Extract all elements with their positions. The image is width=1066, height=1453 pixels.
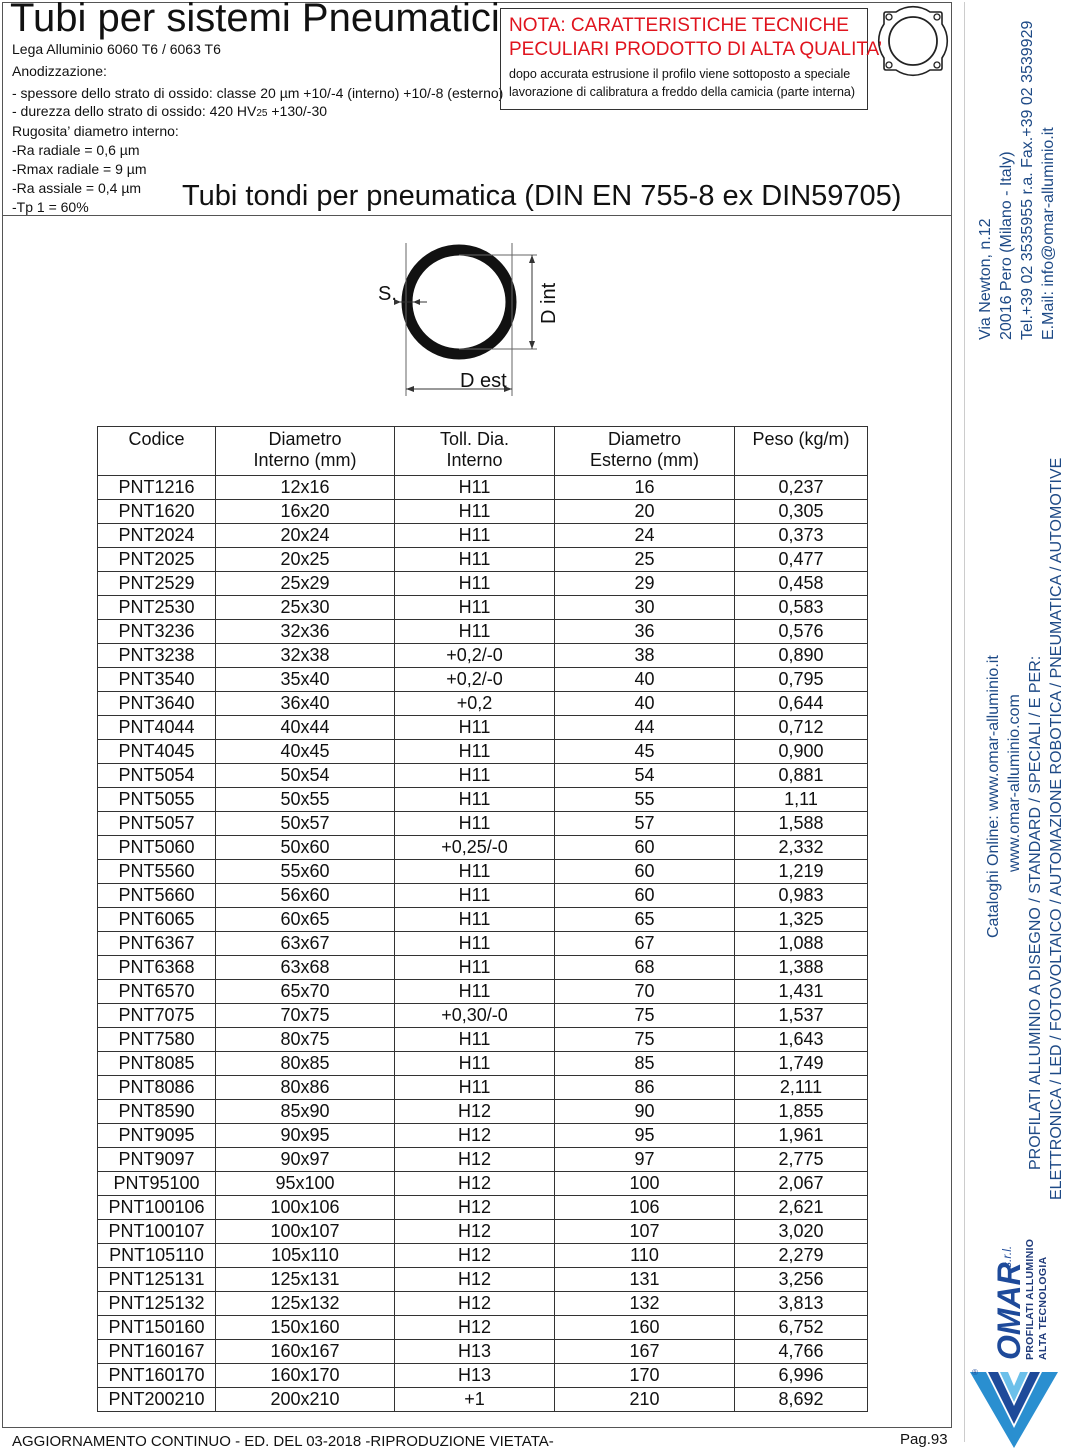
table-row — [98, 572, 868, 596]
outer-diameter-cell: 60 — [555, 884, 735, 908]
table-header-cell — [555, 427, 735, 476]
outer-diameter-cell: 100 — [555, 1172, 735, 1196]
outer-diameter-cell: 60 — [555, 860, 735, 884]
tolerance-cell: H12 — [395, 1172, 555, 1196]
code-cell: PNT6570 — [98, 980, 216, 1004]
weight-cell: 0,305 — [735, 500, 868, 524]
note-title-line2: PECULIARI PRODOTTO DI ALTA QUALITA’ — [509, 39, 883, 60]
header-line-1: Diametro — [268, 429, 342, 449]
code-cell: PNT5054 — [98, 764, 216, 788]
inner-diameter-cell: 12x16 — [216, 476, 395, 500]
weight-cell: 0,644 — [735, 692, 868, 716]
code-cell: PNT7075 — [98, 1004, 216, 1028]
address-line-email: E.Mail: info@omar-alluminio.it — [1040, 127, 1057, 340]
inner-diameter-cell: 100x107 — [216, 1220, 395, 1244]
omar-v-logo-icon — [966, 1358, 1062, 1450]
code-cell: PNT7580 — [98, 1028, 216, 1052]
weight-cell: 2,279 — [735, 1244, 868, 1268]
weight-cell: 2,332 — [735, 836, 868, 860]
table-row — [98, 476, 868, 500]
code-cell: PNT9097 — [98, 1148, 216, 1172]
code-cell: PNT5057 — [98, 812, 216, 836]
table-row — [98, 1100, 868, 1124]
weight-cell: 0,373 — [735, 524, 868, 548]
tolerance-cell: +1 — [395, 1388, 555, 1412]
inner-diameter-cell: 125x131 — [216, 1268, 395, 1292]
code-cell: PNT8085 — [98, 1052, 216, 1076]
table-row — [98, 1124, 868, 1148]
logo-tagline-2: ALTA TECNOLOGIA — [1037, 1256, 1049, 1360]
inner-diameter-cell: 20x25 — [216, 548, 395, 572]
code-cell: PNT3236 — [98, 620, 216, 644]
spec-line-hardness — [12, 102, 327, 123]
inner-diameter-cell: 60x65 — [216, 908, 395, 932]
table-row — [98, 1244, 868, 1268]
tube-cross-section-diagram — [372, 238, 572, 403]
tolerance-cell: H12 — [395, 1148, 555, 1172]
code-cell: PNT1216 — [98, 476, 216, 500]
table-header-cell — [98, 427, 216, 476]
weight-cell: 1,088 — [735, 932, 868, 956]
code-cell: PNT105110 — [98, 1244, 216, 1268]
tolerance-cell: H12 — [395, 1268, 555, 1292]
table-row — [98, 716, 868, 740]
inner-diameter-cell: 40x44 — [216, 716, 395, 740]
page-border-right — [951, 215, 952, 1428]
catalog-line-website: www.omar-alluminio.com — [1006, 694, 1023, 872]
outer-diameter-cell: 60 — [555, 836, 735, 860]
weight-cell: 1,537 — [735, 1004, 868, 1028]
tolerance-cell: +0,30/-0 — [395, 1004, 555, 1028]
tolerance-cell: H13 — [395, 1364, 555, 1388]
hardness-tolerance: +130/-30 — [267, 103, 328, 119]
code-cell: PNT3238 — [98, 644, 216, 668]
table-row — [98, 956, 868, 980]
outer-diameter-cell: 40 — [555, 668, 735, 692]
table-header-row — [98, 427, 868, 476]
header-line-2: Esterno (mm) — [589, 450, 699, 470]
tolerance-cell: H11 — [395, 572, 555, 596]
inner-diameter-cell: 32x38 — [216, 644, 395, 668]
inner-diameter-cell: 90x97 — [216, 1148, 395, 1172]
tolerance-cell: H11 — [395, 1028, 555, 1052]
table-row — [98, 788, 868, 812]
code-cell: PNT3640 — [98, 692, 216, 716]
weight-cell: 8,692 — [735, 1388, 868, 1412]
inner-diameter-cell: 125x132 — [216, 1292, 395, 1316]
outer-diameter-cell: 57 — [555, 812, 735, 836]
tolerance-cell: +0,2 — [395, 692, 555, 716]
outer-diameter-cell: 25 — [555, 548, 735, 572]
table-row — [98, 1364, 868, 1388]
outer-diameter-cell: 131 — [555, 1268, 735, 1292]
table-row — [98, 836, 868, 860]
inner-diameter-cell: 80x75 — [216, 1028, 395, 1052]
tolerance-cell: +0,2/-0 — [395, 644, 555, 668]
weight-cell: 1,11 — [735, 788, 868, 812]
header-line-1: Peso (kg/m) — [752, 429, 850, 449]
outer-diameter-cell: 54 — [555, 764, 735, 788]
spec-line-tp: -Tp 1 = 60% — [12, 199, 89, 215]
tolerance-cell: +0,2/-0 — [395, 668, 555, 692]
weight-cell: 1,325 — [735, 908, 868, 932]
inner-diameter-cell: 63x68 — [216, 956, 395, 980]
inner-diameter-cell: 65x70 — [216, 980, 395, 1004]
spec-line-alloy: Lega Alluminio 6060 T6 / 6063 T6 — [12, 41, 221, 57]
outer-diameter-cell: 20 — [555, 500, 735, 524]
table-row — [98, 812, 868, 836]
tolerance-cell: H13 — [395, 1340, 555, 1364]
table-row — [98, 980, 868, 1004]
tolerance-cell: H11 — [395, 548, 555, 572]
code-cell: PNT3540 — [98, 668, 216, 692]
code-cell: PNT5560 — [98, 860, 216, 884]
table-row — [98, 884, 868, 908]
weight-cell: 2,621 — [735, 1196, 868, 1220]
table-row — [98, 692, 868, 716]
code-cell: PNT5660 — [98, 884, 216, 908]
spec-line-ra-axial: -Ra assiale = 0,4 µm — [12, 180, 142, 196]
code-cell: PNT160167 — [98, 1340, 216, 1364]
code-cell: PNT2024 — [98, 524, 216, 548]
label-inner-diameter: D int — [538, 282, 560, 324]
sidebar-divider — [964, 2, 965, 1442]
tolerance-cell: H11 — [395, 596, 555, 620]
inner-diameter-cell: 50x57 — [216, 812, 395, 836]
spec-line-anodizing: Anodizzazione: — [12, 63, 107, 79]
table-row — [98, 1292, 868, 1316]
tolerance-cell: H12 — [395, 1316, 555, 1340]
weight-cell: 0,983 — [735, 884, 868, 908]
table-row — [98, 1076, 868, 1100]
code-cell: PNT150160 — [98, 1316, 216, 1340]
tolerance-cell: H12 — [395, 1292, 555, 1316]
outer-diameter-cell: 16 — [555, 476, 735, 500]
code-cell: PNT100107 — [98, 1220, 216, 1244]
page-title: Tubi per sistemi Pneumatici — [10, 0, 500, 40]
code-cell: PNT2530 — [98, 596, 216, 620]
inner-diameter-cell: 80x86 — [216, 1076, 395, 1100]
tolerance-cell: H11 — [395, 884, 555, 908]
weight-cell: 1,961 — [735, 1124, 868, 1148]
tolerance-cell: H11 — [395, 812, 555, 836]
outer-diameter-cell: 95 — [555, 1124, 735, 1148]
tolerance-cell: H11 — [395, 860, 555, 884]
code-cell: PNT1620 — [98, 500, 216, 524]
inner-diameter-cell: 50x55 — [216, 788, 395, 812]
weight-cell: 1,588 — [735, 812, 868, 836]
table-row — [98, 596, 868, 620]
weight-cell: 6,996 — [735, 1364, 868, 1388]
note-body-line1: dopo accurata estrusione il profilo viene sottoposto a speciale — [509, 67, 851, 81]
label-thickness: S. — [378, 283, 397, 305]
inner-diameter-cell: 70x75 — [216, 1004, 395, 1028]
outer-diameter-cell: 65 — [555, 908, 735, 932]
inner-diameter-cell: 36x40 — [216, 692, 395, 716]
weight-cell: 0,583 — [735, 596, 868, 620]
code-cell: PNT125132 — [98, 1292, 216, 1316]
note-body-line2: lavorazione di calibratura a freddo della camicia (parte interna) — [509, 85, 856, 99]
outer-diameter-cell: 97 — [555, 1148, 735, 1172]
weight-cell: 0,237 — [735, 476, 868, 500]
inner-diameter-cell: 90x95 — [216, 1124, 395, 1148]
inner-diameter-cell: 150x160 — [216, 1316, 395, 1340]
weight-cell: 3,020 — [735, 1220, 868, 1244]
tolerance-cell: H11 — [395, 476, 555, 500]
header-line-2: Interno — [446, 450, 503, 470]
outer-diameter-cell: 36 — [555, 620, 735, 644]
inner-diameter-cell: 25x29 — [216, 572, 395, 596]
weight-cell: 0,900 — [735, 740, 868, 764]
code-cell: PNT2025 — [98, 548, 216, 572]
outer-diameter-cell: 86 — [555, 1076, 735, 1100]
outer-diameter-cell: 67 — [555, 932, 735, 956]
code-cell: PNT8590 — [98, 1100, 216, 1124]
outer-diameter-cell: 160 — [555, 1316, 735, 1340]
inner-diameter-cell: 85x90 — [216, 1100, 395, 1124]
inner-diameter-cell: 25x30 — [216, 596, 395, 620]
tolerance-cell: H11 — [395, 788, 555, 812]
outer-diameter-cell: 210 — [555, 1388, 735, 1412]
page-border-left — [2, 215, 3, 1428]
catalog-line-sectors: ELETTRONICA / LED / FOTOVOLTAICO / AUTOMAZIONE ROBOTICA / PNEUMATICA / AUTOMOTIVE — [1048, 457, 1065, 1200]
code-cell: PNT2529 — [98, 572, 216, 596]
catalog-line-profiles: PROFILATI ALLUMINIO A DISEGNO / STANDARD / SPECIALI / E PER: — [1027, 655, 1044, 1170]
weight-cell: 6,752 — [735, 1316, 868, 1340]
tolerance-cell: H11 — [395, 500, 555, 524]
code-cell: PNT6368 — [98, 956, 216, 980]
table-row — [98, 1220, 868, 1244]
code-cell: PNT200210 — [98, 1388, 216, 1412]
code-cell: PNT100106 — [98, 1196, 216, 1220]
spec-line-rmax-radial: -Rmax radiale = 9 µm — [12, 161, 147, 177]
tolerance-cell: H12 — [395, 1124, 555, 1148]
table-row — [98, 500, 868, 524]
spec-line-roughness: Rugosita’ diametro interno: — [12, 123, 179, 139]
outer-diameter-cell: 44 — [555, 716, 735, 740]
inner-diameter-cell: 95x100 — [216, 1172, 395, 1196]
weight-cell: 4,766 — [735, 1340, 868, 1364]
table-row — [98, 1196, 868, 1220]
label-outer-diameter: D est — [460, 370, 507, 392]
outer-diameter-cell: 170 — [555, 1364, 735, 1388]
weight-cell: 0,458 — [735, 572, 868, 596]
weight-cell: 1,749 — [735, 1052, 868, 1076]
outer-diameter-cell: 24 — [555, 524, 735, 548]
table-header-cell — [216, 427, 395, 476]
header-line-1: Diametro — [607, 429, 682, 449]
code-cell: PNT6367 — [98, 932, 216, 956]
catalog-line-online: Cataloghi Online: www.omar-alluminio.it — [985, 655, 1002, 938]
header-line-1: Toll. Dia. — [439, 429, 510, 449]
inner-diameter-cell: 100x106 — [216, 1196, 395, 1220]
spec-line-thickness: - spessore dello strato di ossido: classe 20 µm +10/-4 (interno) +10/-8 (esterno) — [12, 85, 504, 101]
table-row — [98, 548, 868, 572]
inner-diameter-cell: 63x67 — [216, 932, 395, 956]
outer-diameter-cell: 110 — [555, 1244, 735, 1268]
inner-diameter-cell: 20x24 — [216, 524, 395, 548]
inner-diameter-cell: 200x210 — [216, 1388, 395, 1412]
outer-diameter-cell: 40 — [555, 692, 735, 716]
weight-cell: 1,431 — [735, 980, 868, 1004]
table-row — [98, 620, 868, 644]
inner-diameter-cell: 160x167 — [216, 1340, 395, 1364]
weight-cell: 3,256 — [735, 1268, 868, 1292]
table-row — [98, 860, 868, 884]
outer-diameter-cell: 70 — [555, 980, 735, 1004]
tolerance-cell: H11 — [395, 620, 555, 644]
outer-diameter-cell: 90 — [555, 1100, 735, 1124]
tolerance-cell: H12 — [395, 1100, 555, 1124]
address-line-phone: Tel.+39 02 3535955 r.a. Fax.+39 02 3539929 — [1019, 20, 1036, 340]
tolerance-cell: +0,25/-0 — [395, 836, 555, 860]
table-row — [98, 1148, 868, 1172]
footer-edition-note: AGGIORNAMENTO CONTINUO - ED. DEL 03-2018 -RIPRODUZIONE VIETATA- — [12, 1433, 554, 1450]
header-line-1: Codice — [128, 429, 185, 449]
inner-diameter-cell: 80x85 — [216, 1052, 395, 1076]
profile-section-icon — [878, 6, 948, 76]
inner-diameter-cell: 55x60 — [216, 860, 395, 884]
table-row — [98, 908, 868, 932]
weight-cell: 2,067 — [735, 1172, 868, 1196]
table-row — [98, 932, 868, 956]
code-cell: PNT6065 — [98, 908, 216, 932]
table-row — [98, 668, 868, 692]
weight-cell: 2,111 — [735, 1076, 868, 1100]
outer-diameter-cell: 30 — [555, 596, 735, 620]
outer-diameter-cell: 167 — [555, 1340, 735, 1364]
inner-diameter-cell: 40x45 — [216, 740, 395, 764]
tolerance-cell: H11 — [395, 764, 555, 788]
weight-cell: 3,813 — [735, 1292, 868, 1316]
registered-mark: ® — [972, 1368, 978, 1377]
address-line-street: Via Newton, n.12 — [977, 218, 994, 340]
table-header-cell — [735, 427, 868, 476]
outer-diameter-cell: 106 — [555, 1196, 735, 1220]
outer-diameter-cell: 75 — [555, 1028, 735, 1052]
tolerance-cell: H11 — [395, 716, 555, 740]
inner-diameter-cell: 56x60 — [216, 884, 395, 908]
tolerance-cell: H11 — [395, 1076, 555, 1100]
page-border-bottom — [2, 1427, 952, 1428]
tolerance-cell: H11 — [395, 956, 555, 980]
code-cell: PNT8086 — [98, 1076, 216, 1100]
note-title-line1: NOTA: CARATTERISTICHE TECNICHE — [509, 15, 849, 36]
spec-line-ra-radial: -Ra radiale = 0,6 µm — [12, 142, 140, 158]
page-number: Pag.93 — [900, 1431, 948, 1448]
weight-cell: 0,712 — [735, 716, 868, 740]
table-row — [98, 1004, 868, 1028]
tolerance-cell: H11 — [395, 1052, 555, 1076]
omar-logo-text: OMAR — [991, 1262, 1027, 1360]
outer-diameter-cell: 55 — [555, 788, 735, 812]
section-subtitle: Tubi tondi per pneumatica (DIN EN 755-8 ex DIN59705) — [182, 180, 902, 212]
outer-diameter-cell: 85 — [555, 1052, 735, 1076]
weight-cell: 2,775 — [735, 1148, 868, 1172]
outer-diameter-cell: 45 — [555, 740, 735, 764]
weight-cell: 1,643 — [735, 1028, 868, 1052]
table-row — [98, 1340, 868, 1364]
tolerance-cell: H11 — [395, 524, 555, 548]
table-row — [98, 1388, 868, 1412]
hardness-text: - durezza dello strato di ossido: 420 HV — [12, 103, 257, 119]
outer-diameter-cell: 38 — [555, 644, 735, 668]
code-cell: PNT160170 — [98, 1364, 216, 1388]
table-row — [98, 644, 868, 668]
table-header-cell — [395, 427, 555, 476]
code-cell: PNT4044 — [98, 716, 216, 740]
weight-cell: 1,855 — [735, 1100, 868, 1124]
weight-cell: 0,890 — [735, 644, 868, 668]
outer-diameter-cell: 75 — [555, 1004, 735, 1028]
outer-diameter-cell: 68 — [555, 956, 735, 980]
table-row — [98, 1172, 868, 1196]
weight-cell: 0,477 — [735, 548, 868, 572]
table-row — [98, 764, 868, 788]
inner-diameter-cell: 16x20 — [216, 500, 395, 524]
code-cell: PNT5055 — [98, 788, 216, 812]
header-line-2: Interno (mm) — [253, 450, 357, 470]
weight-cell: 0,576 — [735, 620, 868, 644]
logo-tagline-1: PROFILATI ALLUMINIO — [1024, 1238, 1036, 1360]
inner-diameter-cell: 35x40 — [216, 668, 395, 692]
tolerance-cell: H12 — [395, 1196, 555, 1220]
inner-diameter-cell: 50x60 — [216, 836, 395, 860]
code-cell: PNT5060 — [98, 836, 216, 860]
tolerance-cell: H12 — [395, 1244, 555, 1268]
inner-diameter-cell: 160x170 — [216, 1364, 395, 1388]
tolerance-cell: H11 — [395, 908, 555, 932]
table-row — [98, 1316, 868, 1340]
note-box — [500, 8, 883, 110]
table-row — [98, 1028, 868, 1052]
table-row — [98, 524, 868, 548]
table-row — [98, 1052, 868, 1076]
weight-cell: 0,881 — [735, 764, 868, 788]
code-cell: PNT95100 — [98, 1172, 216, 1196]
address-line-city: 20016 Pero (Milano - Italy) — [998, 151, 1015, 340]
table-row — [98, 1268, 868, 1292]
outer-diameter-cell: 132 — [555, 1292, 735, 1316]
inner-diameter-cell: 50x54 — [216, 764, 395, 788]
tolerance-cell: H11 — [395, 740, 555, 764]
code-cell: PNT9095 — [98, 1124, 216, 1148]
tube-spec-table — [97, 426, 868, 1412]
outer-diameter-cell: 29 — [555, 572, 735, 596]
code-cell: PNT125131 — [98, 1268, 216, 1292]
inner-diameter-cell: 32x36 — [216, 620, 395, 644]
inner-diameter-cell: 105x110 — [216, 1244, 395, 1268]
outer-diameter-cell: 107 — [555, 1220, 735, 1244]
weight-cell: 1,388 — [735, 956, 868, 980]
table-row — [98, 740, 868, 764]
weight-cell: 0,795 — [735, 668, 868, 692]
omar-logo-suffix: s.r.l. — [1000, 1245, 1014, 1268]
code-cell: PNT4045 — [98, 740, 216, 764]
tolerance-cell: H11 — [395, 932, 555, 956]
weight-cell: 1,219 — [735, 860, 868, 884]
tolerance-cell: H11 — [395, 980, 555, 1004]
hardness-subscript: 25 — [256, 108, 268, 119]
tolerance-cell: H12 — [395, 1220, 555, 1244]
